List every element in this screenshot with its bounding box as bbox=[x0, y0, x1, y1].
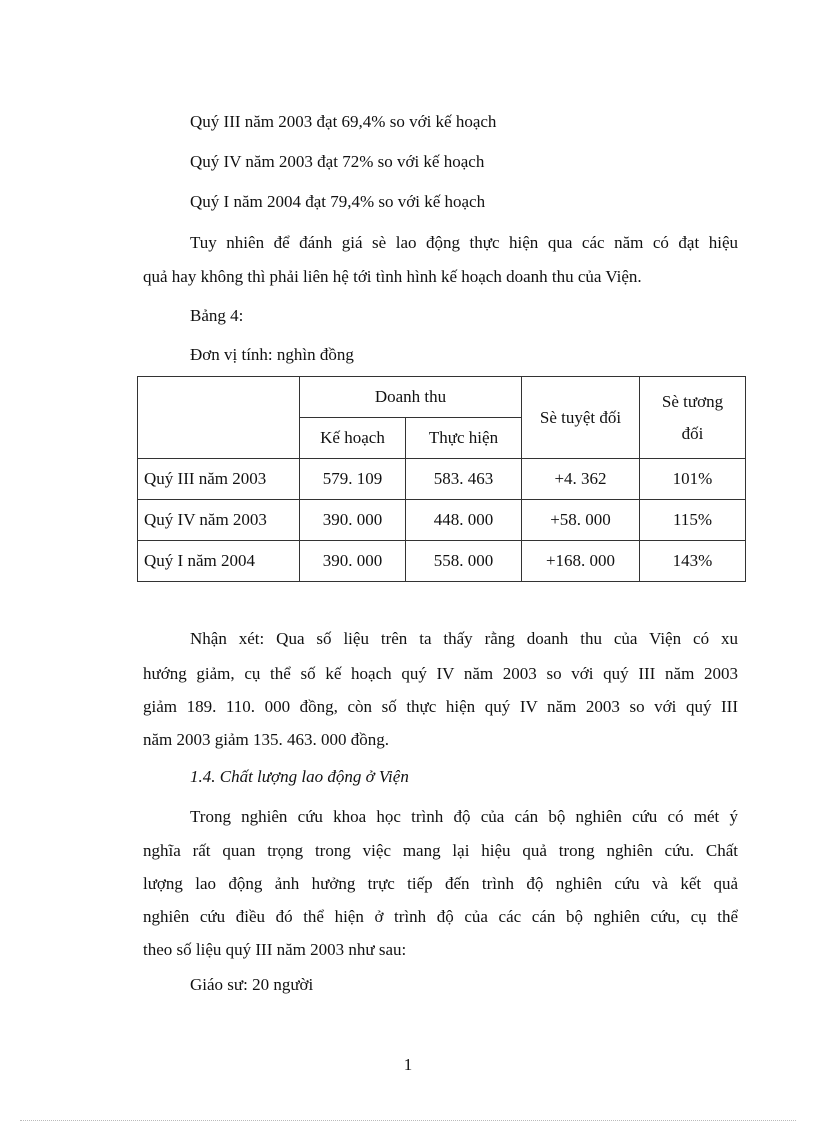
header-absolute: Sè tuyệt đối bbox=[522, 377, 640, 459]
row-period: Quý IV năm 2003 bbox=[138, 500, 300, 541]
section-line-2: nghĩa rất quan trọng trong việc mang lại hiệu quả trong nghiên cứu. Chất bbox=[143, 841, 738, 860]
section-line-4: nghiên cứu điều đó thể hiện ở trình độ của các cán bộ nghiên cứu, cụ thể bbox=[143, 907, 738, 926]
header-actual: Thực hiện bbox=[406, 418, 522, 459]
header-revenue: Doanh thu bbox=[300, 377, 522, 418]
header-empty-cell bbox=[138, 377, 300, 459]
text-line-q4-2003: Quý IV năm 2003 đạt 72% so với kế hoạch bbox=[190, 152, 485, 171]
section-line-3: lượng lao động ảnh hưởng trực tiếp đến trình độ nghiên cứu và kết quả bbox=[143, 874, 738, 893]
text-line-q1-2004: Quý I năm 2004 đạt 79,4% so với kế hoạch bbox=[190, 192, 486, 211]
row-period: Quý III năm 2003 bbox=[138, 459, 300, 500]
row-actual: 583. 463 bbox=[406, 459, 522, 500]
table-row bbox=[138, 500, 746, 541]
row-absolute: +58. 000 bbox=[522, 500, 640, 541]
remarks-line-4: năm 2003 giảm 135. 463. 000 đồng. bbox=[143, 730, 390, 749]
row-relative: 101% bbox=[640, 459, 746, 500]
page-bottom-divider bbox=[20, 1120, 796, 1121]
row-actual: 448. 000 bbox=[406, 500, 522, 541]
table-row bbox=[138, 459, 746, 500]
row-plan: 579. 109 bbox=[300, 459, 406, 500]
row-relative: 143% bbox=[640, 541, 746, 582]
table-caption: Bảng 4: bbox=[190, 306, 244, 325]
revenue-table bbox=[137, 376, 746, 582]
header-relative-line-2: đối bbox=[681, 423, 704, 443]
section-line-5: theo số liệu quý III năm 2003 như sau: bbox=[143, 940, 407, 959]
remarks-line-1: Nhận xét: Qua số liệu trên ta thấy rằng doanh thu của Viện có xu bbox=[190, 629, 738, 648]
header-plan: Kế hoạch bbox=[300, 418, 406, 459]
remarks-line-2: hướng giảm, cụ thể số kế hoạch quý IV năm 2003 so với quý III năm 2003 bbox=[143, 664, 738, 683]
section-heading: 1.4. Chất lượng lao động ở Viện bbox=[190, 767, 409, 786]
page-number: 1 bbox=[403, 1055, 413, 1074]
table-row bbox=[138, 541, 746, 582]
row-plan: 390. 000 bbox=[300, 541, 406, 582]
section-line-1: Trong nghiên cứu khoa học trình độ của cán bộ nghiên cứu có mét ý bbox=[190, 807, 738, 826]
header-relative-line-1: Sè tương bbox=[661, 391, 724, 411]
row-absolute: +168. 000 bbox=[522, 541, 640, 582]
row-period: Quý I năm 2004 bbox=[138, 541, 300, 582]
professors-count: Giáo sư: 20 người bbox=[190, 975, 314, 994]
intro-line-1: Tuy nhiên để đánh giá sè lao động thực hiện qua các năm có đạt hiệu bbox=[190, 233, 738, 252]
text-line-q3-2003: Quý III năm 2003 đạt 69,4% so với kế hoạch bbox=[190, 112, 497, 131]
row-absolute: +4. 362 bbox=[522, 459, 640, 500]
intro-line-2: quả hay không thì phải liên hệ tới tình hình kế hoạch doanh thu của Viện. bbox=[143, 267, 642, 286]
row-actual: 558. 000 bbox=[406, 541, 522, 582]
remarks-line-3: giảm 189. 110. 000 đồng, còn số thực hiện quý IV năm 2003 so với quý III bbox=[143, 697, 738, 716]
row-relative: 115% bbox=[640, 500, 746, 541]
header-relative bbox=[640, 377, 746, 459]
unit-label: Đơn vị tính: nghìn đồng bbox=[190, 345, 354, 364]
row-plan: 390. 000 bbox=[300, 500, 406, 541]
